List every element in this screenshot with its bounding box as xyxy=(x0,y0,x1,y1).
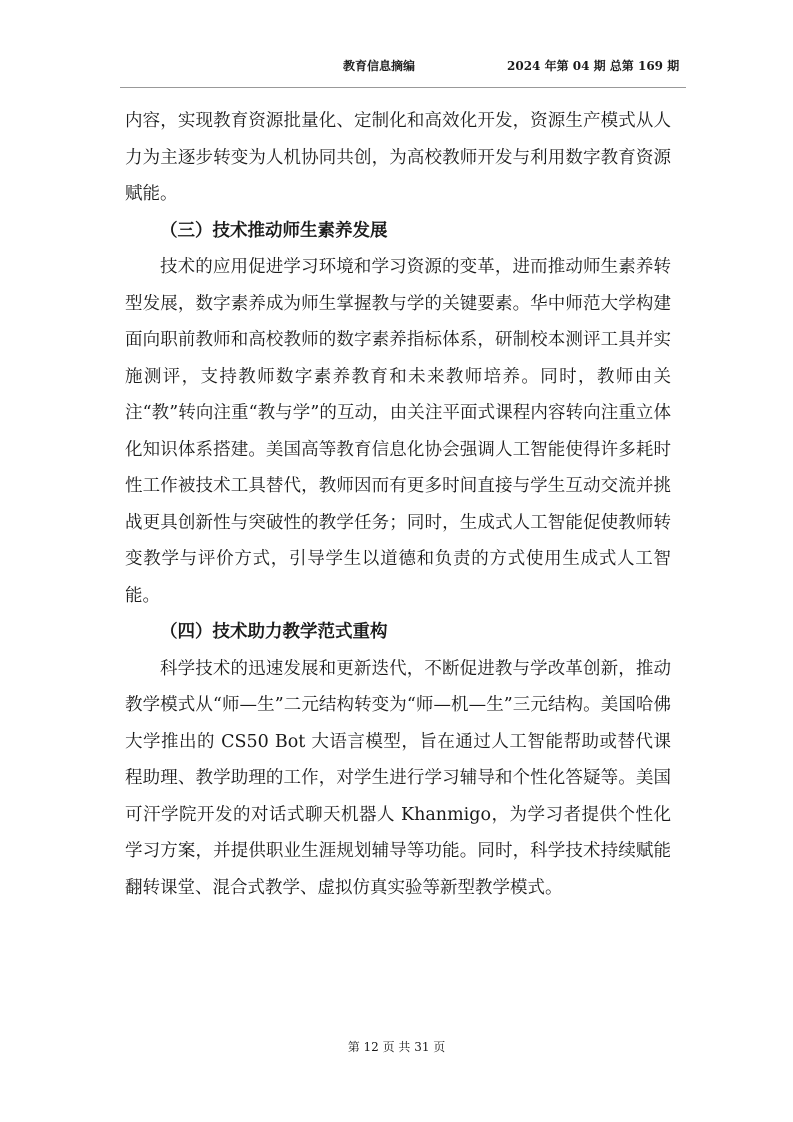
page-footer: 第 12 页 共 31 页 xyxy=(347,1040,446,1054)
section-heading-4: （四）技术助力教学范式重构 xyxy=(160,622,388,642)
page-header xyxy=(0,57,793,77)
section-heading-3: （三）技术推动师生素养发展 xyxy=(160,220,388,241)
header-divider xyxy=(120,87,686,88)
paragraph-paradigm: 科学技术的迅速发展和更新迭代，不断促进教与学改革创新，推动教学模式从“师—生”二元结构转变为“师—机—生”三元结构。美国哈佛大学推出的 CS50 Bot 大语言模型，旨在通过人工智能帮助或替代课程助理、教学助理的工作，对学生进行学习辅导和个性化答疑等。美国可汗学院开发的对话式聊天机器人 Khanmigo，为学习者提供个性化学习方案，并提供职业生涯规划辅导等功能。同时，科学技术持续赋能翻转课堂、混合式教学、虚拟仿真实验等新型教学模式。 xyxy=(125,658,671,898)
journal-title: 教育信息摘编 xyxy=(343,59,416,73)
document-body xyxy=(125,103,671,906)
paragraph-continuation: 内容，实现教育资源批量化、定制化和高效化开发，资源生产模式从人力为主逐步转变为人机协同共创，为高校教师开发与利用数字教育资源赋能。 xyxy=(125,111,671,204)
paragraph-literacy: 技术的应用促进学习环境和学习资源的变革，进而推动师生素养转型发展，数字素养成为师生掌握教与学的关键要素。华中师范大学构建面向职前教师和高校教师的数字素养指标体系，研制校本测评工具并实施测评，支持教师数字素养教育和未来教师培养。同时，教师由关注“教”转向注重“教与学”的互动，由关注平面式课程内容转向注重立体化知识体系搭建。美国高等教育信息化协会强调人工智能使得许多耗时性工作被技术工具替代，教师因而有更多时间直接与学生互动交流并挑战更具创新性与突破性的教学任务；同时，生成式人工智能促使教师转变教学与评价方式，引导学生以道德和负责的方式使用生成式人工智能。 xyxy=(125,257,671,606)
issue-number: 2024 年第 04 期 总第 169 期 xyxy=(507,59,680,73)
